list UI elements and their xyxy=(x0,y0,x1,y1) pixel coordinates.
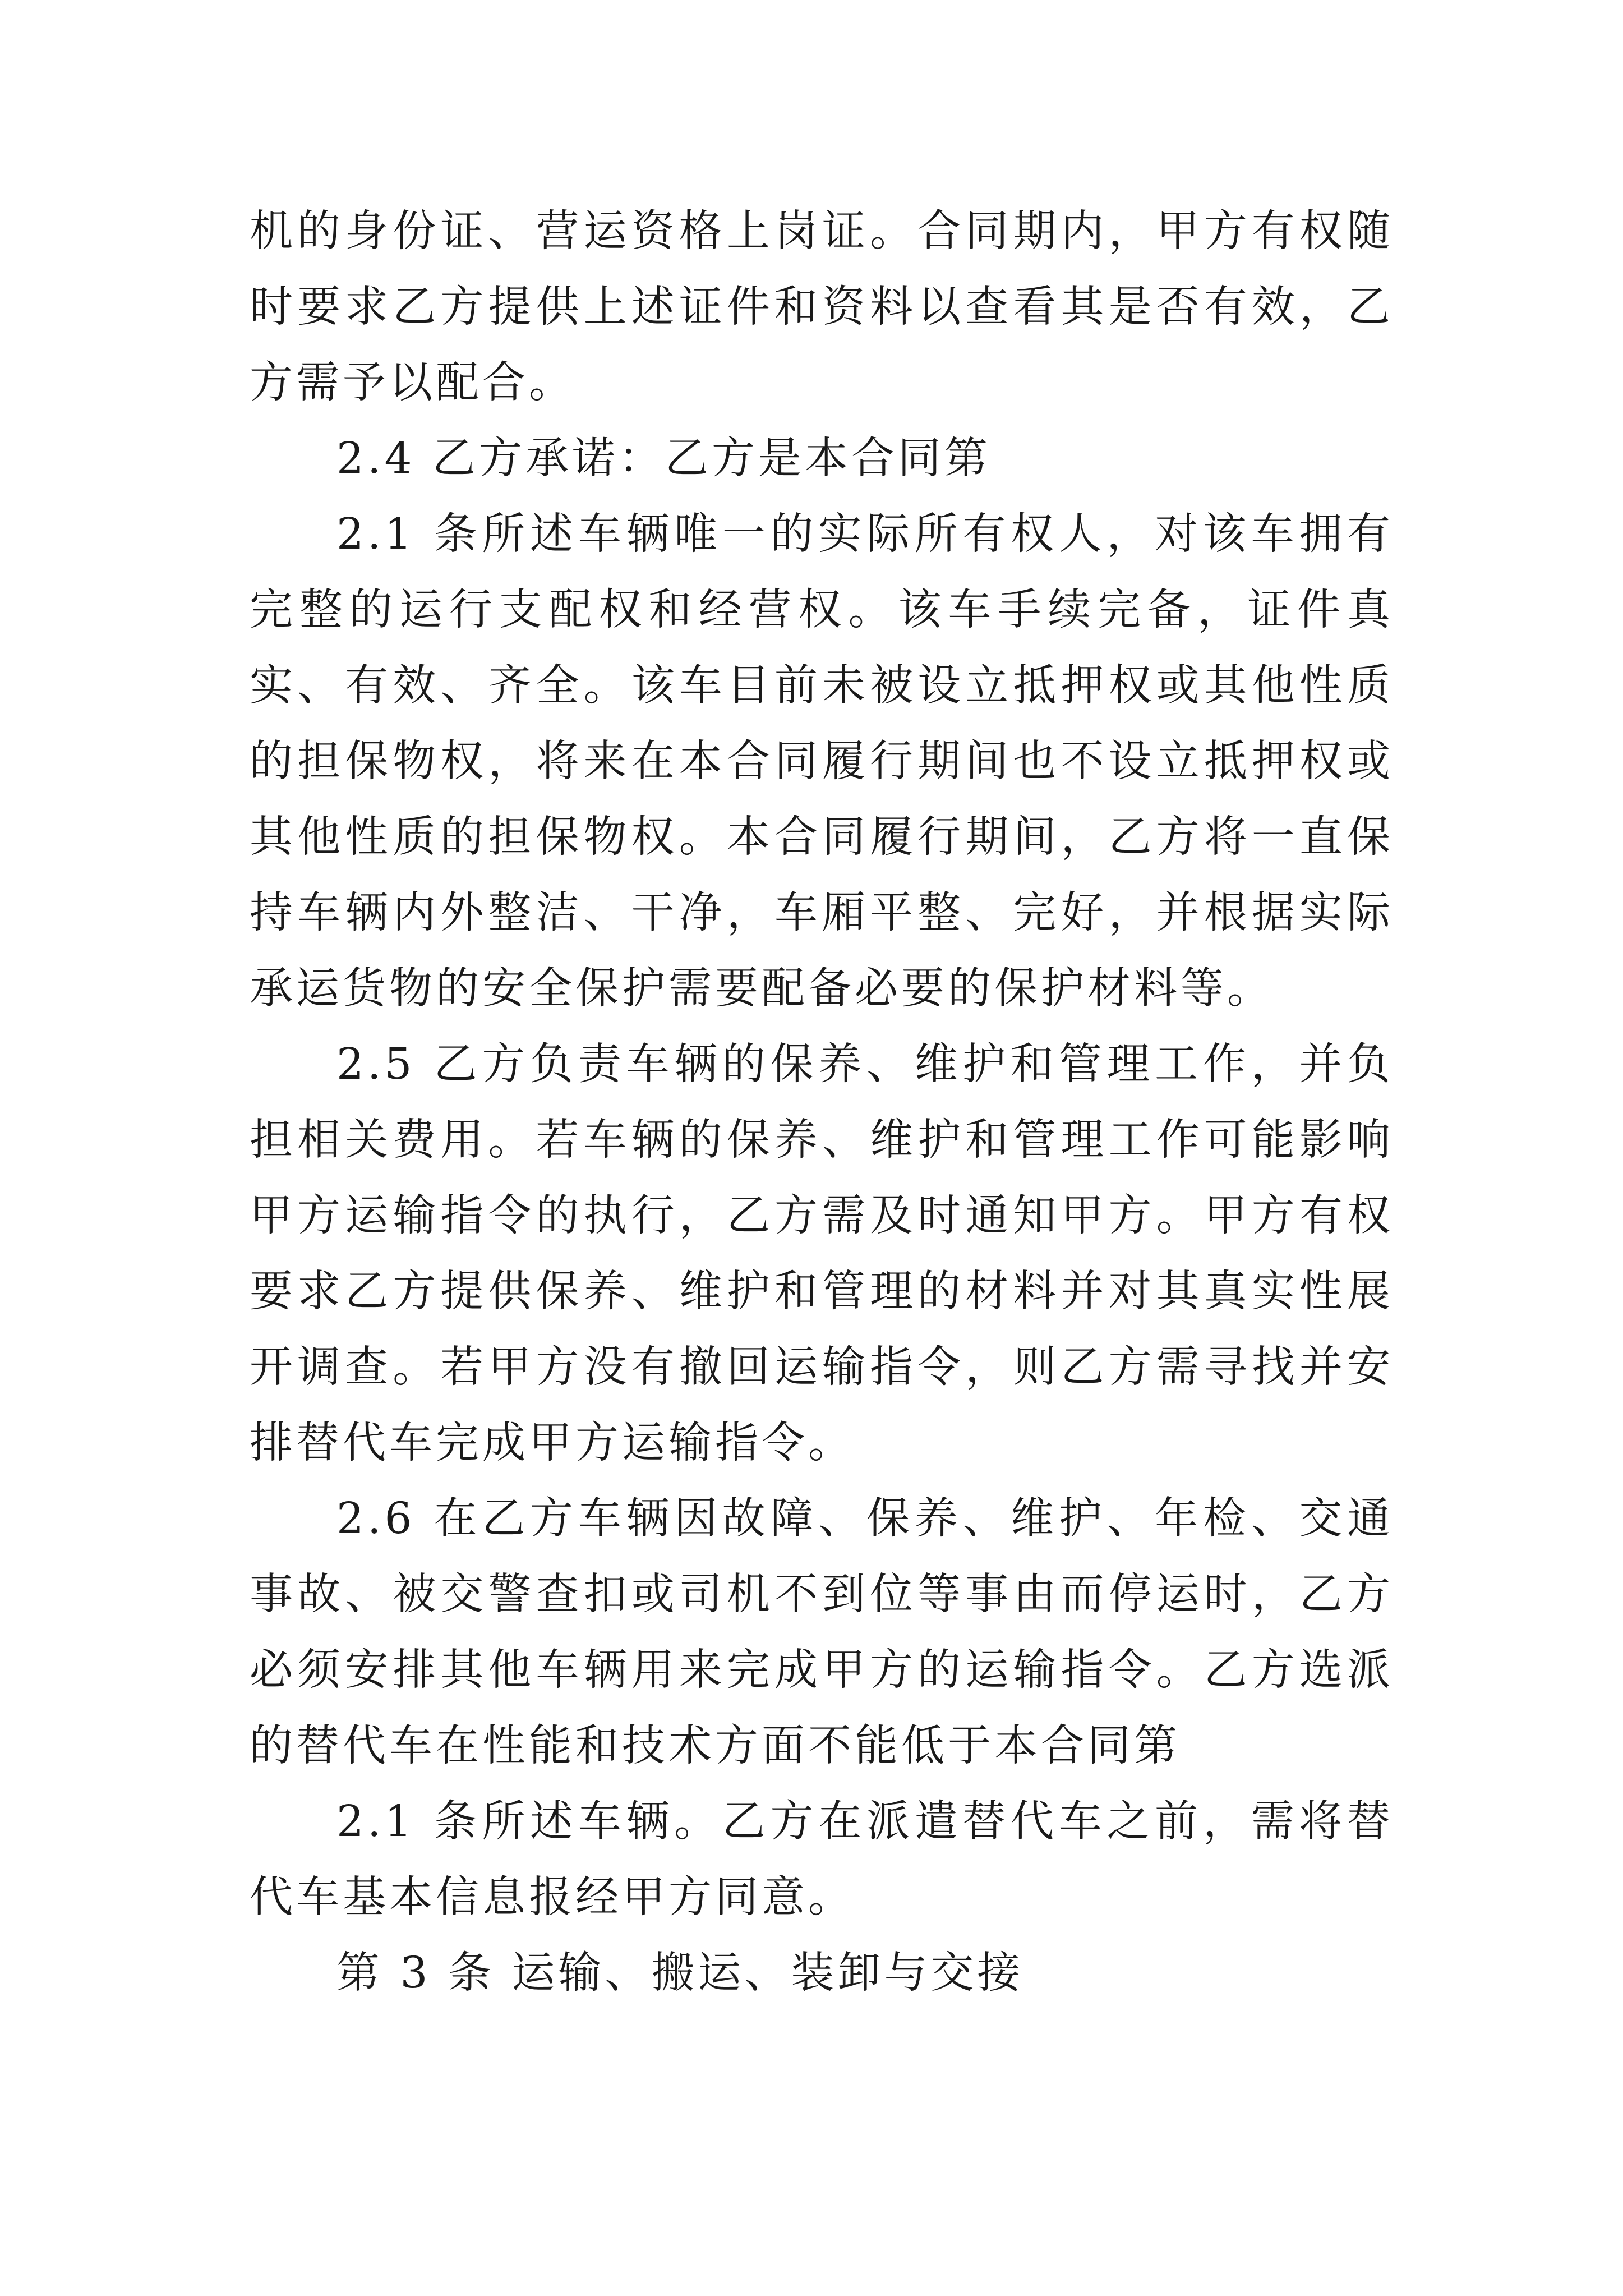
paragraph-2-4: 2.4 乙方承诺：乙方是本合同第 xyxy=(336,434,991,484)
paragraph-2-1-ownership: 2.1 条所述车辆唯一的实际所有权人，对该车拥有完整的运行支配权和经营权。该车手续完备，证件真实、有效、齐全。该车目前未被设立抵押权或其他性质的担保物权，将来在本合同履行期间也不设立抵押权或其他性质的担保物权。本合同履行期间，乙方将一直保持车辆内外整洁、干净，车厢平整、完好，并根据实际承运货物的安全保护需要配备必要的保护材料等。 xyxy=(250,509,1394,1014)
paragraph-continuation: 机的身份证、营运资格上岗证。合同期内，甲方有权随时要求乙方提供上述证件和资料以查看其是否有效，乙方需予以配合。 xyxy=(250,206,1394,408)
paragraph-2-6: 2.6 在乙方车辆因故障、保养、维护、年检、交通事故、被交警查扣或司机不到位等事由而停运时，乙方必须安排其他车辆用来完成甲方的运输指令。乙方选派的替代车在性能和技术方面不能低于本合同第 xyxy=(250,1494,1394,1771)
paragraph-2-1-substitute: 2.1 条所述车辆。乙方在派遣替代车之前，需将替代车基本信息报经甲方同意。 xyxy=(250,1797,1394,1922)
document-body xyxy=(250,194,1394,2011)
paragraph-2-5: 2.5 乙方负责车辆的保养、维护和管理工作，并负担相关费用。若车辆的保养、维护和管理工作可能影响甲方运输指令的执行，乙方需及时通知甲方。甲方有权要求乙方提供保养、维护和管理的材料并对其真实性展开调查。若甲方没有撤回运输指令，则乙方需寻找并安排替代车完成甲方运输指令。 xyxy=(250,1039,1394,1468)
section-heading-article-3: 第 3 条 运输、搬运、装卸与交接 xyxy=(336,1948,1024,1998)
